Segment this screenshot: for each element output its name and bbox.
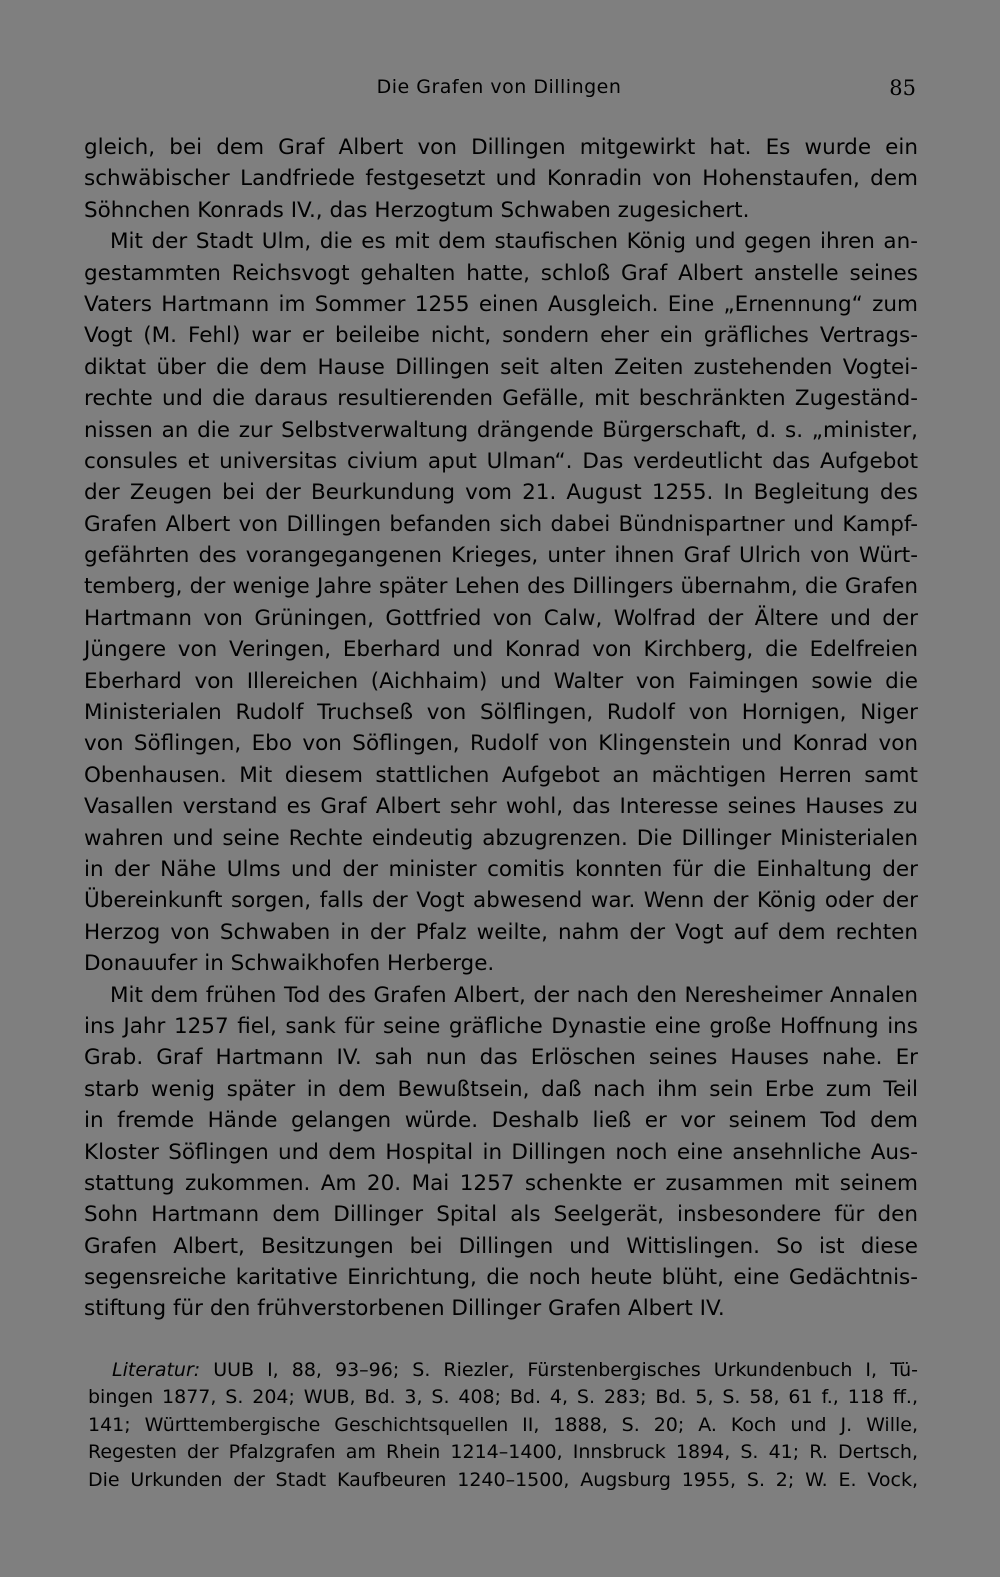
text-line: in der Nähe Ulms und der minister comitis konnten für die Einhaltung der [84,856,918,882]
text-line: Kloster Söflingen und dem Hospital in Dillingen noch eine ansehnliche Aus- [84,1139,918,1165]
text-line: Vasallen verstand es Graf Albert sehr wohl, das Interesse seines Hauses zu [84,794,918,820]
page-number: 85 [889,76,916,100]
literature-label: Literatur: [112,1359,201,1381]
footnote-line [88,1357,918,1384]
footnote-line: bingen 1877, S. 204; WUB, Bd. 3, S. 408; Bd. 4, S. 283; Bd. 5, S. 58, 61 f., 118 ff., [88,1386,918,1409]
text-line: Hartmann von Grüningen, Gottfried von Calw, Wolfrad der Ältere und der [84,605,918,631]
text-line: Übereinkunft sorgen, falls der Vogt abwesend war. Wenn der König oder der [84,888,918,914]
text-line: gefährten des vorangegangenen Krieges, unter ihnen Graf Ulrich von Würt- [84,543,918,569]
text-line: schwäbischer Landfriede festgesetzt und Konradin von Hohenstaufen, dem [84,166,918,192]
text-line: Söhnchen Konrads IV., das Herzogtum Schwaben zugesichert. [84,197,750,223]
text-line: stiftung für den frühverstorbenen Dillinger Grafen Albert IV. [84,1296,725,1322]
text-line: Mit dem frühen Tod des Grafen Albert, der nach den Neresheimer Annalen [110,982,918,1008]
text-line: gleich, bei dem Graf Albert von Dillingen mitgewirkt hat. Es wurde ein [84,135,918,160]
text-line: Grab. Graf Hartmann IV. sah nun das Erlöschen seines Hauses nahe. Er [84,1045,918,1071]
text-line: segensreiche karitative Einrichtung, die noch heute blüht, eine Gedächtnis- [84,1265,918,1291]
text-line: Herzog von Schwaben in der Pfalz weilte, nahm der Vogt auf dem rechten [84,919,918,945]
running-title: Die Grafen von Dillingen [376,76,622,98]
text-line: stattung zukommen. Am 20. Mai 1257 schenkte er zusammen mit seinem [84,1170,918,1196]
footnote-line: Die Urkunden der Stadt Kaufbeuren 1240–1500, Augsburg 1955, S. 2; W. E. Vock, [88,1468,918,1491]
text-line: diktat über die dem Hause Dillingen seit alten Zeiten zustehenden Vogtei- [84,354,918,380]
footnote-line: 141; Württembergische Geschichtsquellen II, 1888, S. 20; A. Koch und J. Wille, [88,1413,918,1436]
text-line: Vaters Hartmann im Sommer 1255 einen Ausgleich. Eine „Ernennung“ zum [84,291,918,317]
page-header [82,76,916,106]
text-line: Jüngere von Veringen, Eberhard und Konrad von Kirchberg, die Edelfreien [84,637,918,663]
text-line: der Zeugen bei der Beurkundung vom 21. August 1255. In Begleitung des [84,480,918,506]
text-line: Grafen Albert, Besitzungen bei Dillingen und Wittislingen. So ist diese [84,1233,918,1259]
text-line: rechte und die daraus resultierenden Gefälle, mit beschränkten Zugeständ- [84,386,918,412]
text-line: Donauufer in Schwaikhofen Herberge. [84,951,495,977]
text-line: wahren und seine Rechte eindeutig abzugrenzen. Die Dillinger Ministerialen [84,825,918,851]
text-line: Sohn Hartmann dem Dillinger Spital als Seelgerät, insbesondere für den [84,1202,918,1228]
text-line: temberg, der wenige Jahre später Lehen des Dillingers übernahm, die Grafen [84,574,918,600]
text-line: gestammten Reichsvogt gehalten hatte, schloß Graf Albert anstelle seines [84,260,918,286]
text-line: Vogt (M. Fehl) war er beileibe nicht, sondern eher ein gräfliches Vertrags- [84,323,918,349]
text-line: von Söflingen, Ebo von Söflingen, Rudolf von Klingenstein und Konrad von [84,731,918,757]
footnote-first-line-text: UUB I, 88, 93–96; S. Riezler, Fürstenbergisches Urkundenbuch I, Tü- [213,1359,918,1381]
literature-footnote [88,1357,918,1494]
text-line: ins Jahr 1257 fiel, sank für seine gräfliche Dynastie eine große Hoffnung ins [84,1013,918,1039]
text-line: nissen an die zur Selbstverwaltung drängende Bürgerschaft, d. s. „minister, [84,417,918,443]
text-line: Ministerialen Rudolf Truchseß von Sölflingen, Rudolf von Hornigen, Niger [84,700,918,726]
footnote-line: Regesten der Pfalzgrafen am Rhein 1214–1400, Innsbruck 1894, S. 41; R. Dertsch, [88,1441,918,1464]
text-line: Eberhard von Illereichen (Aichhaim) und Walter von Faimingen sowie die [84,668,918,694]
text-line: in fremde Hände gelangen würde. Deshalb ließ er vor seinem Tod dem [84,1108,918,1134]
text-line: Grafen Albert von Dillingen befanden sich dabei Bündnispartner und Kampf- [84,511,918,537]
text-line: Mit der Stadt Ulm, die es mit dem staufischen König und gegen ihren an- [110,229,918,255]
text-line: consules et universitas civium aput Ulman“. Das verdeutlicht das Aufgebot [84,448,918,474]
text-line: Obenhausen. Mit diesem stattlichen Aufgebot an mächtigen Herren samt [84,762,918,788]
main-text [84,132,918,1325]
text-line: starb wenig später in dem Bewußtsein, daß nach ihm sein Erbe zum Teil [84,1076,918,1102]
